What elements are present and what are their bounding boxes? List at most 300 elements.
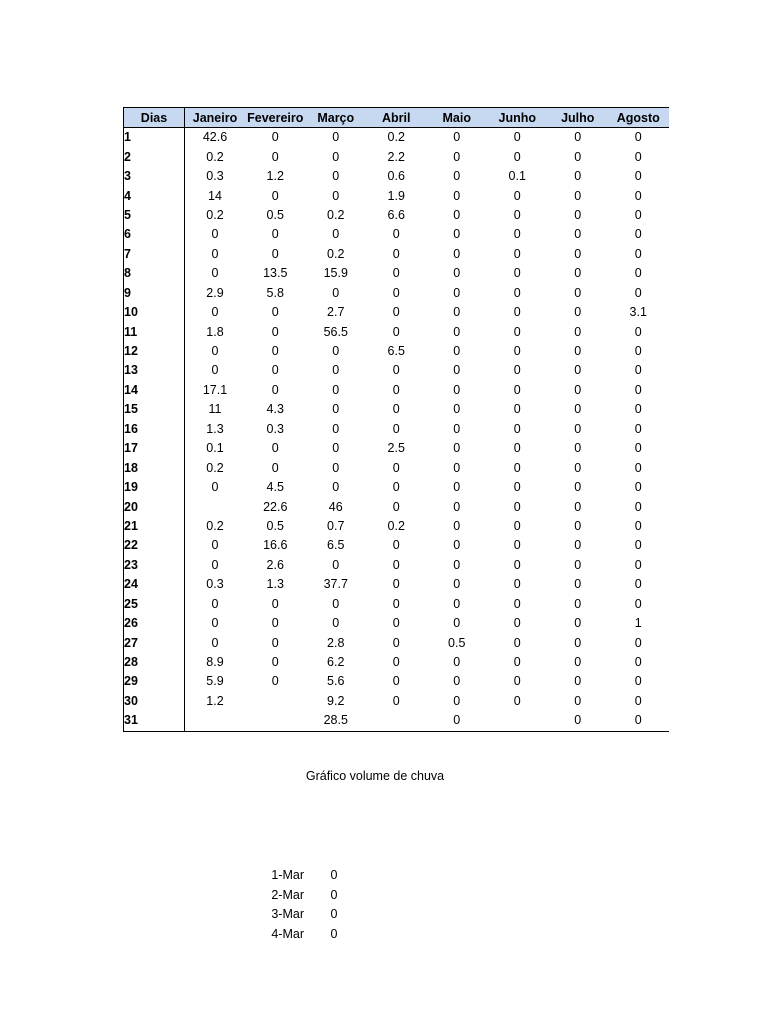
value-cell[interactable]: 0 xyxy=(427,711,488,731)
value-cell[interactable]: 0 xyxy=(271,305,279,320)
value-cell[interactable]: 0 xyxy=(453,421,461,436)
value-cell[interactable]: 0 xyxy=(392,227,400,242)
header-dias[interactable]: Dias xyxy=(124,108,185,128)
value-cell[interactable]: 0 xyxy=(634,344,642,359)
value-cell[interactable]: 0 xyxy=(453,382,461,397)
value-cell[interactable]: 0 xyxy=(392,499,400,514)
day-cell[interactable]: 24 xyxy=(124,575,185,594)
value-cell[interactable]: 0 xyxy=(574,207,582,222)
day-cell[interactable]: 8 xyxy=(124,264,185,283)
header-month[interactable]: Maio xyxy=(427,108,488,128)
value-cell[interactable]: 0 xyxy=(634,188,642,203)
value-cell[interactable]: 0 xyxy=(513,207,521,222)
value-cell[interactable]: 0 xyxy=(453,577,461,592)
value-cell[interactable]: 0.2 xyxy=(206,460,224,475)
value-cell[interactable]: 0 xyxy=(634,674,642,689)
value-cell[interactable]: 1.9 xyxy=(387,188,405,203)
day-cell[interactable]: 25 xyxy=(124,595,185,614)
value-cell[interactable]: 0 xyxy=(392,285,400,300)
value-cell[interactable]: 0.6 xyxy=(387,169,405,184)
value-cell[interactable]: 0 xyxy=(271,246,279,261)
value-cell[interactable]: 0 xyxy=(271,460,279,475)
value-cell[interactable]: 0 xyxy=(453,149,461,164)
value-cell[interactable]: 0 xyxy=(574,285,582,300)
value-cell[interactable]: 15.9 xyxy=(323,266,348,281)
value-cell[interactable]: 0 xyxy=(453,207,461,222)
value-cell[interactable]: 0 xyxy=(574,324,582,339)
value-cell[interactable]: 28.5 xyxy=(306,711,367,731)
value-cell[interactable]: 0 xyxy=(453,402,461,417)
header-month[interactable]: Março xyxy=(306,108,367,128)
value-cell[interactable]: 0 xyxy=(392,382,400,397)
value-cell[interactable]: 0 xyxy=(392,246,400,261)
value-cell[interactable]: 0 xyxy=(513,557,521,572)
value-cell[interactable]: 0 xyxy=(574,344,582,359)
value-cell[interactable]: 0 xyxy=(634,246,642,261)
value-cell[interactable]: 0 xyxy=(513,188,521,203)
value-cell[interactable]: 0 xyxy=(634,402,642,417)
value-cell[interactable]: 5.8 xyxy=(266,285,284,300)
day-cell[interactable]: 31 xyxy=(124,711,185,731)
day-cell[interactable]: 1 xyxy=(124,128,185,148)
value-cell[interactable]: 0 xyxy=(634,441,642,456)
value-cell[interactable]: 6.5 xyxy=(327,538,345,553)
value-cell[interactable]: 0 xyxy=(574,402,582,417)
day-cell[interactable]: 5 xyxy=(124,206,185,225)
value-cell[interactable]: 0 xyxy=(211,246,219,261)
value-cell[interactable]: 0 xyxy=(271,616,279,631)
day-cell[interactable]: 2 xyxy=(124,147,185,166)
value-cell[interactable]: 0 xyxy=(453,674,461,689)
value-cell[interactable]: 0 xyxy=(271,130,279,145)
value-cell[interactable]: 0 xyxy=(513,499,521,514)
value-cell[interactable]: 0 xyxy=(271,674,279,689)
value-cell[interactable]: 0 xyxy=(211,305,219,320)
value-cell[interactable]: 0 xyxy=(392,596,400,611)
value-cell[interactable]: 0 xyxy=(271,382,279,397)
value-cell[interactable]: 0 xyxy=(453,130,461,145)
value-cell[interactable]: 2.7 xyxy=(327,305,345,320)
value-cell[interactable]: 1.8 xyxy=(206,324,224,339)
value-cell[interactable]: 0 xyxy=(574,635,582,650)
value-cell[interactable]: 0 xyxy=(392,324,400,339)
value-cell[interactable]: 0.1 xyxy=(508,169,526,184)
value-cell[interactable]: 0 xyxy=(608,711,669,731)
value-cell[interactable]: 0 xyxy=(513,693,521,708)
value-cell[interactable]: 1 xyxy=(634,616,642,631)
value-cell[interactable]: 0 xyxy=(453,596,461,611)
value-cell[interactable]: 0 xyxy=(513,305,521,320)
value-cell[interactable]: 0 xyxy=(453,460,461,475)
value-cell[interactable] xyxy=(487,711,548,731)
value-cell[interactable]: 22.6 xyxy=(263,499,288,514)
value-cell[interactable]: 0.5 xyxy=(266,207,284,222)
header-month[interactable]: Janeiro xyxy=(185,108,246,128)
value-cell[interactable]: 0 xyxy=(513,441,521,456)
day-cell[interactable]: 28 xyxy=(124,653,185,672)
value-cell[interactable]: 0 xyxy=(332,169,340,184)
value-cell[interactable]: 0 xyxy=(211,557,219,572)
mini-date[interactable]: 1-Mar xyxy=(271,868,304,882)
value-cell[interactable]: 0 xyxy=(634,518,642,533)
value-cell[interactable]: 0 xyxy=(634,266,642,281)
value-cell[interactable]: 0 xyxy=(574,460,582,475)
value-cell[interactable]: 0.2 xyxy=(206,207,224,222)
value-cell[interactable]: 0 xyxy=(574,382,582,397)
value-cell[interactable]: 0 xyxy=(392,421,400,436)
table-row xyxy=(124,361,669,380)
value-cell[interactable]: 0 xyxy=(513,285,521,300)
day-cell[interactable]: 12 xyxy=(124,342,185,361)
value-cell[interactable]: 0 xyxy=(574,518,582,533)
value-cell[interactable]: 0 xyxy=(634,596,642,611)
value-cell[interactable]: 0 xyxy=(513,538,521,553)
value-cell[interactable]: 0 xyxy=(513,266,521,281)
header-month[interactable]: Julho xyxy=(548,108,609,128)
day-cell[interactable]: 27 xyxy=(124,633,185,652)
value-cell[interactable]: 0 xyxy=(574,305,582,320)
value-cell[interactable]: 0 xyxy=(271,596,279,611)
value-cell[interactable]: 0 xyxy=(332,596,340,611)
value-cell[interactable]: 0 xyxy=(574,363,582,378)
value-cell[interactable]: 1.2 xyxy=(266,169,284,184)
value-cell[interactable]: 0 xyxy=(211,635,219,650)
value-cell[interactable]: 0 xyxy=(211,596,219,611)
value-cell[interactable]: 0 xyxy=(634,693,642,708)
value-cell[interactable]: 0 xyxy=(332,480,340,495)
value-cell[interactable]: 0 xyxy=(271,149,279,164)
value-cell[interactable]: 0 xyxy=(574,596,582,611)
value-cell[interactable]: 37.7 xyxy=(323,577,348,592)
value-cell[interactable]: 0 xyxy=(513,480,521,495)
value-cell[interactable]: 0 xyxy=(634,207,642,222)
value-cell[interactable]: 0 xyxy=(453,441,461,456)
value-cell[interactable]: 0 xyxy=(574,480,582,495)
value-cell[interactable]: 9.2 xyxy=(327,693,345,708)
value-cell[interactable]: 0 xyxy=(574,577,582,592)
value-cell[interactable]: 0 xyxy=(513,324,521,339)
day-cell[interactable]: 3 xyxy=(124,167,185,186)
value-cell[interactable]: 0 xyxy=(392,635,400,650)
value-cell[interactable]: 0 xyxy=(453,538,461,553)
mini-value[interactable]: 0 xyxy=(330,868,338,882)
value-cell[interactable]: 0 xyxy=(453,616,461,631)
value-cell[interactable]: 0 xyxy=(634,480,642,495)
value-cell[interactable]: 0 xyxy=(271,227,279,242)
value-cell[interactable]: 0 xyxy=(513,421,521,436)
day-cell[interactable]: 19 xyxy=(124,478,185,497)
value-cell[interactable]: 0 xyxy=(332,285,340,300)
day-cell[interactable]: 14 xyxy=(124,381,185,400)
value-cell[interactable]: 0 xyxy=(392,693,400,708)
header-month[interactable]: Agosto xyxy=(608,108,669,128)
day-cell[interactable]: 26 xyxy=(124,614,185,633)
value-cell[interactable]: 0 xyxy=(634,149,642,164)
mini-date[interactable]: 2-Mar xyxy=(271,887,304,902)
value-cell[interactable]: 1.3 xyxy=(266,577,284,592)
value-cell[interactable]: 0 xyxy=(453,344,461,359)
value-cell[interactable]: 0 xyxy=(513,635,521,650)
header-month[interactable]: Junho xyxy=(487,108,548,128)
day-cell[interactable]: 18 xyxy=(124,458,185,477)
header-month[interactable]: Fevereiro xyxy=(245,108,306,128)
value-cell[interactable]: 0.5 xyxy=(266,518,284,533)
value-cell[interactable]: 0 xyxy=(453,246,461,261)
value-cell[interactable]: 5.9 xyxy=(206,674,224,689)
value-cell[interactable]: 16.6 xyxy=(263,538,288,553)
value-cell[interactable]: 6.6 xyxy=(387,207,405,222)
value-cell[interactable]: 2.2 xyxy=(387,149,405,164)
value-cell[interactable]: 0 xyxy=(271,441,279,456)
value-cell[interactable]: 0 xyxy=(453,285,461,300)
value-cell[interactable]: 4.3 xyxy=(266,402,284,417)
value-cell[interactable]: 0.3 xyxy=(266,421,284,436)
value-cell[interactable]: 0 xyxy=(392,616,400,631)
value-cell[interactable]: 0 xyxy=(453,557,461,572)
value-cell[interactable]: 0 xyxy=(453,518,461,533)
value-cell[interactable]: 17.1 xyxy=(202,382,228,397)
value-cell[interactable]: 0 xyxy=(513,518,521,533)
day-cell[interactable]: 9 xyxy=(124,284,185,303)
value-cell[interactable]: 8.9 xyxy=(206,655,224,670)
day-cell[interactable]: 17 xyxy=(124,439,185,458)
value-cell[interactable]: 0 xyxy=(392,557,400,572)
day-cell[interactable]: 23 xyxy=(124,556,185,575)
value-cell[interactable]: 2.5 xyxy=(387,441,405,456)
value-cell[interactable]: 0 xyxy=(332,441,340,456)
value-cell[interactable]: 0 xyxy=(271,324,279,339)
value-cell[interactable]: 0.1 xyxy=(206,441,224,456)
value-cell[interactable]: 0 xyxy=(513,246,521,261)
value-cell[interactable]: 0 xyxy=(332,363,340,378)
table-row xyxy=(124,672,669,691)
value-cell[interactable]: 0 xyxy=(513,674,521,689)
day-cell[interactable]: 30 xyxy=(124,692,185,711)
value-cell[interactable]: 0 xyxy=(271,344,279,359)
value-cell[interactable]: 0 xyxy=(453,363,461,378)
value-cell[interactable]: 0 xyxy=(392,460,400,475)
value-cell[interactable]: 46 xyxy=(328,499,343,514)
value-cell[interactable]: 0 xyxy=(634,655,642,670)
value-cell[interactable]: 0 xyxy=(332,460,340,475)
day-cell[interactable]: 21 xyxy=(124,517,185,536)
value-cell[interactable]: 0.7 xyxy=(327,518,345,533)
value-cell[interactable]: 0 xyxy=(211,363,219,378)
mini-value[interactable]: 0 xyxy=(330,907,338,921)
value-cell[interactable]: 0 xyxy=(332,149,340,164)
value-cell[interactable]: 0 xyxy=(574,149,582,164)
value-cell[interactable]: 0 xyxy=(332,188,340,203)
value-cell[interactable]: 0 xyxy=(453,169,461,184)
value-cell[interactable]: 11 xyxy=(208,402,222,417)
value-cell[interactable]: 0 xyxy=(513,227,521,242)
value-cell[interactable]: 0 xyxy=(392,363,400,378)
value-cell[interactable]: 0 xyxy=(332,344,340,359)
day-cell[interactable]: 6 xyxy=(124,225,185,244)
value-cell[interactable]: 0 xyxy=(211,480,219,495)
value-cell[interactable]: 0 xyxy=(211,344,219,359)
value-cell[interactable]: 0.2 xyxy=(387,518,405,533)
value-cell[interactable]: 2.8 xyxy=(327,635,345,650)
value-cell[interactable]: 0 xyxy=(211,266,219,281)
value-cell[interactable]: 0 xyxy=(453,305,461,320)
value-cell[interactable]: 2.9 xyxy=(206,285,224,300)
value-cell[interactable] xyxy=(185,711,246,731)
value-cell[interactable]: 0.3 xyxy=(206,169,224,184)
value-cell[interactable]: 0 xyxy=(332,382,340,397)
value-cell[interactable]: 0 xyxy=(634,382,642,397)
value-cell[interactable]: 0 xyxy=(574,674,582,689)
day-cell[interactable]: 16 xyxy=(124,420,185,439)
value-cell[interactable]: 6.5 xyxy=(387,344,405,359)
value-cell[interactable]: 0.5 xyxy=(448,635,466,650)
value-cell[interactable]: 13.5 xyxy=(263,266,288,281)
value-cell[interactable]: 0 xyxy=(453,227,461,242)
value-cell[interactable] xyxy=(185,497,246,516)
mini-value[interactable]: 0 xyxy=(330,926,338,941)
value-cell[interactable]: 0 xyxy=(513,577,521,592)
value-cell[interactable]: 0 xyxy=(513,363,521,378)
value-cell[interactable] xyxy=(245,711,306,731)
value-cell[interactable]: 0 xyxy=(453,266,461,281)
value-cell[interactable]: 0 xyxy=(513,149,521,164)
value-cell[interactable]: 0.2 xyxy=(327,246,345,261)
value-cell[interactable]: 0.2 xyxy=(206,149,224,164)
day-cell[interactable]: 22 xyxy=(124,536,185,555)
value-cell[interactable]: 0 xyxy=(392,577,400,592)
value-cell[interactable]: 0 xyxy=(211,227,219,242)
value-cell[interactable]: 0 xyxy=(392,266,400,281)
value-cell[interactable]: 0 xyxy=(513,655,521,670)
value-cell[interactable]: 0 xyxy=(332,227,340,242)
value-cell[interactable]: 0.2 xyxy=(327,207,345,222)
value-cell[interactable]: 0 xyxy=(574,538,582,553)
day-cell[interactable]: 11 xyxy=(124,322,185,341)
value-cell[interactable]: 0 xyxy=(513,382,521,397)
value-cell[interactable]: 0 xyxy=(392,480,400,495)
mini-value[interactable]: 0 xyxy=(330,887,338,902)
table-row xyxy=(124,381,669,400)
value-cell[interactable]: 0 xyxy=(271,655,279,670)
day-cell[interactable]: 10 xyxy=(124,303,185,322)
value-cell[interactable]: 0 xyxy=(574,130,582,145)
value-cell[interactable]: 0 xyxy=(332,557,340,572)
value-cell[interactable]: 0 xyxy=(634,324,642,339)
value-cell[interactable]: 0 xyxy=(513,616,521,631)
value-cell[interactable]: 0 xyxy=(548,711,609,731)
value-cell[interactable]: 56.5 xyxy=(323,324,348,339)
value-cell[interactable]: 0 xyxy=(634,421,642,436)
value-cell[interactable]: 42.6 xyxy=(202,130,228,145)
value-cell[interactable]: 0 xyxy=(634,363,642,378)
day-cell[interactable]: 29 xyxy=(124,672,185,691)
value-cell[interactable]: 0 xyxy=(634,169,642,184)
value-cell[interactable]: 0 xyxy=(574,246,582,261)
value-cell[interactable]: 0 xyxy=(574,227,582,242)
value-cell[interactable]: 0 xyxy=(271,363,279,378)
value-cell[interactable]: 0 xyxy=(392,538,400,553)
value-cell[interactable]: 0.3 xyxy=(206,577,224,592)
value-cell[interactable]: 0 xyxy=(634,538,642,553)
value-cell[interactable]: 0 xyxy=(392,655,400,670)
value-cell[interactable]: 0 xyxy=(513,130,521,145)
value-cell[interactable]: 0 xyxy=(513,344,521,359)
day-cell[interactable]: 15 xyxy=(124,400,185,419)
value-cell[interactable]: 0 xyxy=(392,305,400,320)
day-cell[interactable]: 20 xyxy=(124,497,185,516)
value-cell[interactable]: 0 xyxy=(634,499,642,514)
header-month[interactable]: Abril xyxy=(366,108,427,128)
value-cell[interactable]: 0 xyxy=(332,130,340,145)
value-cell[interactable]: 3.1 xyxy=(629,305,647,320)
value-cell[interactable]: 0 xyxy=(574,655,582,670)
value-cell[interactable]: 0 xyxy=(271,188,279,203)
value-cell[interactable]: 0 xyxy=(513,402,521,417)
value-cell[interactable]: 0 xyxy=(332,421,340,436)
value-cell[interactable]: 0 xyxy=(634,635,642,650)
mini-date[interactable]: 3-Mar xyxy=(271,907,304,921)
table-row xyxy=(124,284,669,303)
value-cell[interactable]: 6.2 xyxy=(327,655,345,670)
day-cell[interactable]: 4 xyxy=(124,186,185,205)
value-cell[interactable]: 0 xyxy=(574,441,582,456)
value-cell[interactable]: 4.5 xyxy=(266,480,284,495)
value-cell[interactable]: 0 xyxy=(453,693,461,708)
value-cell[interactable]: 0 xyxy=(211,538,219,553)
mini-date[interactable]: 4-Mar xyxy=(271,926,304,941)
value-cell[interactable]: 0 xyxy=(332,402,340,417)
value-cell[interactable]: 0 xyxy=(634,130,642,145)
value-cell[interactable]: 0 xyxy=(634,557,642,572)
value-cell[interactable]: 0 xyxy=(453,655,461,670)
value-cell[interactable]: 0 xyxy=(574,693,582,708)
value-cell[interactable]: 0 xyxy=(574,188,582,203)
value-cell[interactable]: 14 xyxy=(208,188,222,203)
value-cell[interactable]: 2.6 xyxy=(266,557,284,572)
value-cell[interactable]: 0 xyxy=(574,499,582,514)
value-cell[interactable]: 1.3 xyxy=(206,421,224,436)
value-cell[interactable]: 0 xyxy=(574,421,582,436)
value-cell[interactable]: 0 xyxy=(574,557,582,572)
day-cell[interactable]: 13 xyxy=(124,361,185,380)
value-cell[interactable]: 0 xyxy=(513,460,521,475)
value-cell[interactable]: 0 xyxy=(574,169,582,184)
value-cell[interactable]: 0 xyxy=(634,285,642,300)
value-cell[interactable]: 0 xyxy=(271,635,279,650)
value-cell[interactable]: 0.2 xyxy=(206,518,224,533)
value-cell[interactable]: 0 xyxy=(634,227,642,242)
value-cell[interactable]: 0 xyxy=(453,188,461,203)
value-cell[interactable]: 0.2 xyxy=(387,130,405,145)
value-cell[interactable]: 0 xyxy=(634,577,642,592)
value-cell[interactable]: 0 xyxy=(453,324,461,339)
value-cell[interactable] xyxy=(245,692,306,711)
value-cell[interactable]: 0 xyxy=(574,266,582,281)
value-cell[interactable]: 1.2 xyxy=(206,693,224,708)
value-cell[interactable]: 0 xyxy=(392,402,400,417)
value-cell[interactable]: 0 xyxy=(332,616,340,631)
value-cell[interactable]: 0 xyxy=(392,674,400,689)
day-cell[interactable]: 7 xyxy=(124,245,185,264)
value-cell[interactable]: 0 xyxy=(211,616,219,631)
value-cell[interactable] xyxy=(366,711,427,731)
value-cell[interactable]: 0 xyxy=(453,480,461,495)
value-cell[interactable]: 0 xyxy=(513,596,521,611)
value-cell[interactable]: 0 xyxy=(634,460,642,475)
value-cell[interactable]: 0 xyxy=(574,616,582,631)
value-cell[interactable]: 0 xyxy=(453,499,461,514)
value-cell[interactable]: 5.6 xyxy=(327,674,345,689)
